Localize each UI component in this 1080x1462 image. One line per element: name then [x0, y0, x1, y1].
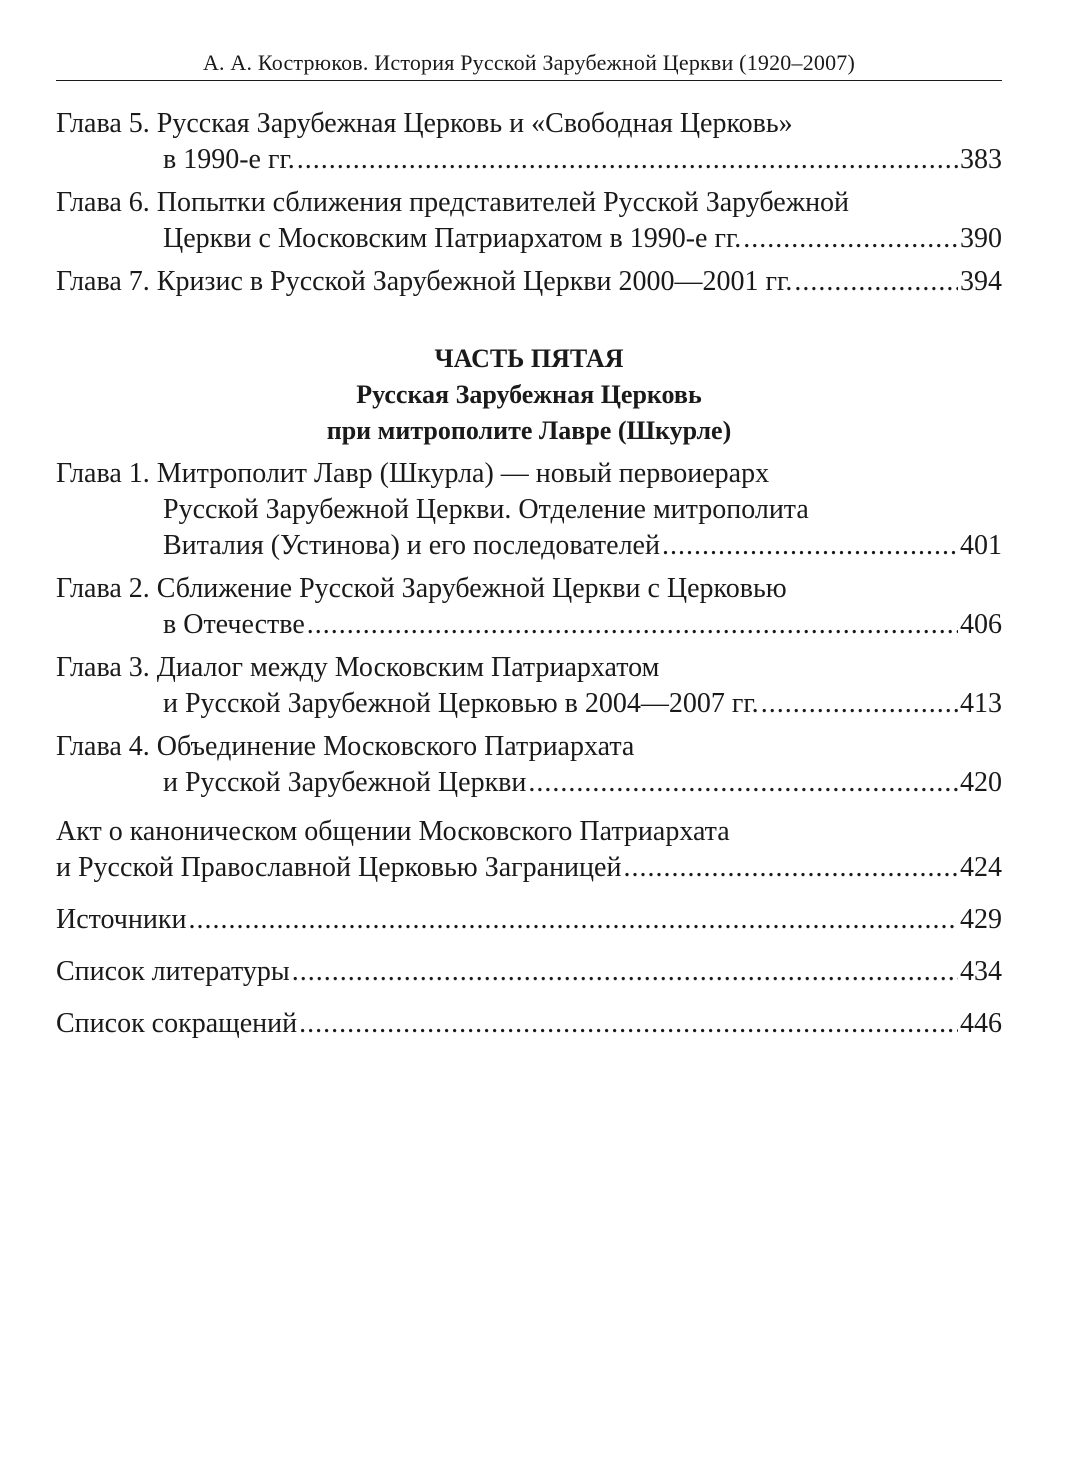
part-heading — [56, 341, 1002, 449]
toc-entry-chapter-5 — [56, 106, 1002, 178]
dot-leader — [623, 850, 958, 886]
toc-page-number: 434 — [960, 956, 1002, 987]
dot-leader — [188, 902, 958, 938]
toc-page-number: 406 — [960, 609, 1002, 640]
part-label: ЧАСТЬ ПЯТАЯ — [434, 344, 624, 373]
toc-section-before — [56, 106, 1002, 300]
toc-entry-text: Церкви с Московским Патриархатом в 1990-е гг. — [163, 223, 742, 254]
toc-page-number: 390 — [960, 223, 1002, 254]
toc-entry-text: Источники — [56, 904, 187, 935]
toc-entry-text: Акт о каноническом общении Московского Патриархата — [56, 816, 730, 847]
toc-section-back-matter — [56, 814, 1002, 1042]
toc-page-number: 446 — [960, 1008, 1002, 1039]
part-title-line-1: Русская Зарубежная Церковь — [356, 380, 702, 409]
toc-entry-text: Глава 2. Сближение Русской Зарубежной Церкви с Церковью — [56, 573, 787, 604]
toc-entry-text: Список литературы — [56, 956, 290, 987]
toc-entry-text: Глава 3. Диалог между Московским Патриархатом — [56, 652, 660, 683]
dot-leader — [743, 221, 958, 257]
toc-entry-part5-chapter-1 — [56, 456, 1002, 564]
toc-entry-chapter-6 — [56, 185, 1002, 257]
toc-entry-abbreviations — [56, 1006, 1002, 1042]
toc-entry-text: Глава 5. Русская Зарубежная Церковь и «Свободная Церковь» — [56, 108, 793, 139]
dot-leader — [662, 528, 958, 564]
toc-entry-text: Виталия (Устинова) и его последователей — [163, 530, 660, 561]
dot-leader — [528, 765, 958, 801]
toc-entry-text: и Русской Православной Церковью Заграницей — [56, 852, 622, 883]
toc-entry-text: в Отечестве — [163, 609, 305, 640]
header-rule — [56, 80, 1002, 81]
dot-leader — [297, 142, 958, 178]
toc-entry-part5-chapter-2 — [56, 571, 1002, 643]
toc-page-number: 394 — [960, 266, 1002, 297]
dot-leader — [299, 1006, 958, 1042]
toc-page-number: 429 — [960, 904, 1002, 935]
toc-page-number: 413 — [960, 688, 1002, 719]
toc-entry-text: Глава 1. Митрополит Лавр (Шкурла) — новый первоиерарх — [56, 458, 770, 489]
toc-page-number: 401 — [960, 530, 1002, 561]
dot-leader — [794, 264, 958, 300]
toc-entry-text: в 1990-е гг. — [163, 144, 295, 175]
toc-entry-text: и Русской Зарубежной Церковью в 2004—2007 гг. — [163, 688, 759, 719]
toc-entry-canonical-act — [56, 814, 1002, 886]
toc-section-part-5 — [56, 456, 1002, 801]
toc-entry-text: Глава 7. Кризис в Русской Зарубежной Церкви 2000—2001 гг. — [56, 266, 793, 297]
running-header: А. А. Кострюков. История Русской Зарубежной Церкви (1920–2007) — [202, 50, 856, 75]
toc-entry-text: Глава 4. Объединение Московского Патриархата — [56, 731, 635, 762]
toc-entry-chapter-7 — [56, 264, 1002, 300]
toc-entry-part5-chapter-3 — [56, 650, 1002, 722]
toc-page-number: 420 — [960, 767, 1002, 798]
toc-page-number: 424 — [960, 852, 1002, 883]
toc-page-number: 383 — [960, 144, 1002, 175]
toc-entry-text: Список сокращений — [56, 1008, 298, 1039]
toc-entry-bibliography — [56, 954, 1002, 990]
toc-entry-sources — [56, 902, 1002, 938]
toc-entry-text: Глава 6. Попытки сближения представителей Русской Зарубежной — [56, 187, 850, 218]
toc-entry-text: и Русской Зарубежной Церкви — [163, 767, 527, 798]
dot-leader — [307, 607, 958, 643]
toc-entry-text: Русской Зарубежной Церкви. Отделение митрополита — [163, 494, 809, 525]
part-title-line-2: при митрополите Лавре (Шкурле) — [326, 416, 732, 445]
toc-entry-part5-chapter-4 — [56, 729, 1002, 801]
dot-leader — [761, 686, 958, 722]
dot-leader — [292, 954, 958, 990]
